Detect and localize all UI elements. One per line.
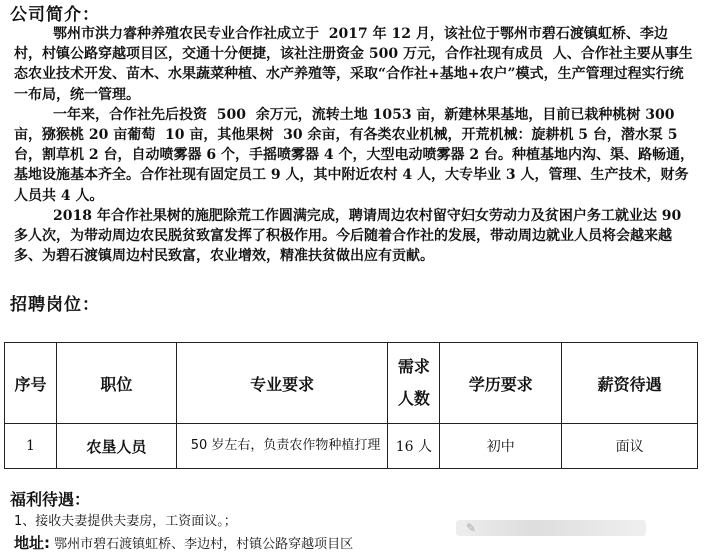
header-education: 学历要求 (440, 343, 562, 424)
cell-requirement: 50 岁左右，负责农作物种植打理 (176, 424, 388, 469)
section-title-benefits: 福利待遇： (10, 490, 91, 509)
address-text: 鄂州市碧石渡镇虹桥、李边村，村镇公路穿越项目区 (54, 537, 354, 552)
cell-index: 1 (5, 424, 57, 469)
header-requirement: 专业要求 (176, 343, 388, 424)
table-header-row (5, 343, 698, 424)
blurred-watermark (456, 520, 646, 536)
cell-position: 农垦人员 (56, 424, 176, 469)
address-line (14, 532, 353, 553)
benefit-item: 1、接收夫妻提供夫妻房，工资面议。； (14, 514, 237, 529)
header-salary: 薪资待遇 (562, 343, 698, 424)
jobs-table (4, 342, 698, 469)
section-title-jobs: 招聘岗位： (10, 295, 100, 315)
intro-paragraph: 2018 年合作社果树的施肥除荒工作圆满完成，聘请周边农村留守妇女劳动力及贫困户务工就业达 90 多人次，为带动周边农民脱贫致富发挥了积极作用。今后随着合作社的发展，带动周边就业人员将会越来越多、为碧石渡镇周边村民致富，农业增效，精准扶贫做出应有贡献。 (14, 207, 687, 265)
header-index: 序号 (5, 343, 57, 424)
header-headcount-label: 需求人数 (397, 357, 430, 408)
table-row (5, 424, 698, 469)
cell-education: 初中 (440, 424, 562, 469)
cell-headcount: 16 人 (388, 424, 440, 469)
section-title-company-intro: 公司简介： (10, 5, 100, 25)
cell-salary: 面议 (562, 424, 698, 469)
company-intro-body (14, 24, 694, 266)
intro-paragraph: 鄂州市洪力睿种养殖农民专业合作社成立于 2017 年 12 月，该社位于鄂州市碧石渡镇虹桥、李边村，村镇公路穿越项目区，交通十分便捷，该社注册资金 500 万元，合作社现有成员 人、合作社主要从事生态农业技术开发、苗木、水果蔬菜种植、水产养殖等，采取“合作社+基地+农户”模式，生产管理过程实行统一布局，统一管理。 (14, 26, 693, 103)
header-position: 职位 (56, 343, 176, 424)
intro-paragraph: 一年来，合作社先后投资 500 余万元，流转土地 1053 亩，新建林果基地，目前已栽种桃树 300 亩，猕猴桃 20 亩葡萄 10 亩，其他果树 30 余亩，有各类农业机械，开荒机械：旋耕机 5 台，潜水泵 5 台，割草机 2 台，自动喷雾器 6 个，手摇喷雾器 4 个，大型电动喷雾器 2 台。种植基地内沟、渠、路畅通，基地设施基本齐全。合作社现有固定员工 9 人，其中附近农村 4 人，大专毕业 3 人，管理、生产技术，财务人员共 4 人。 (14, 106, 694, 204)
header-headcount (388, 343, 440, 424)
watermark-glyph-icon: ✎ (466, 521, 477, 535)
address-label: 地址: (14, 534, 50, 552)
